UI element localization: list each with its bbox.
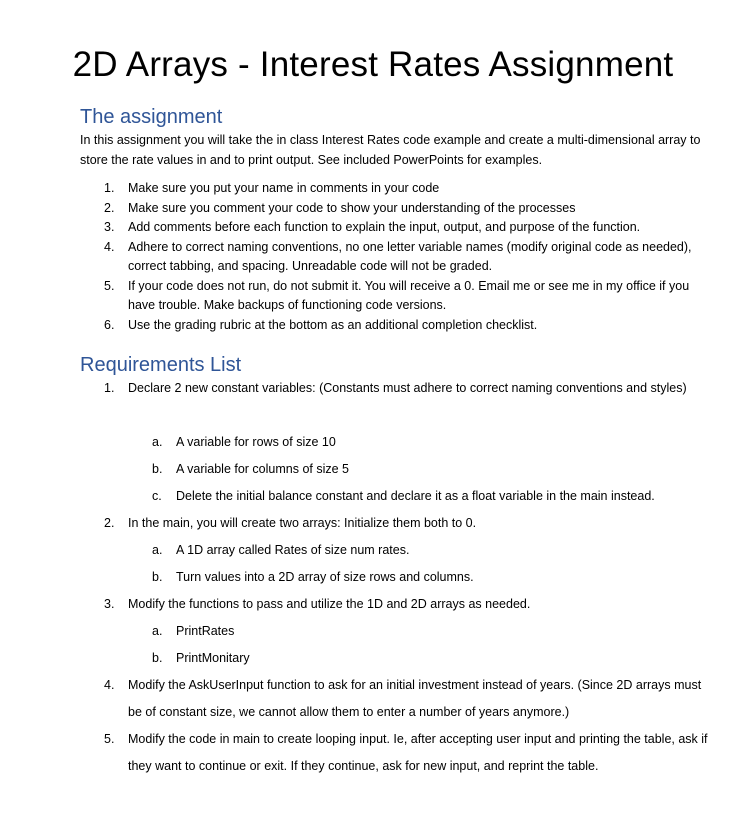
sub-letter: a. <box>152 435 163 449</box>
list-text: Adhere to correct naming conventions, no one letter variable names (modify original code as needed), correct tabbing, and spacing. Unreadable code will not be graded. <box>128 239 692 273</box>
list-number: 6. <box>104 317 115 332</box>
list-text: Modify the functions to pass and utilize the 1D and 2D arrays as needed. <box>128 597 531 611</box>
section-heading-requirements: Requirements List <box>80 354 242 376</box>
list-text: If your code does not run, do not submit it. You will receive a 0. Email me or see me in my office if you have trouble. Make backups of functioning code versions. <box>128 278 690 312</box>
sub-text: Turn values into a 2D array of size rows and columns. <box>176 570 474 584</box>
list-number: 2. <box>104 516 115 530</box>
list-text: Declare 2 new constant variables: (Constants must adhere to correct naming conventions and styles) <box>128 381 687 395</box>
sub-letter: a. <box>152 624 163 638</box>
intro-paragraph: In this assignment you will take the in class Interest Rates code example and create a multi-dimensional array to store the rate values in and to print output. See included PowerPoints for examples. <box>80 133 701 167</box>
list-number: 1. <box>104 381 115 395</box>
document-title: 2D Arrays - Interest Rates Assignment <box>72 45 674 84</box>
list-text: Add comments before each function to explain the input, output, and purpose of the function. <box>128 220 641 234</box>
list-number: 3. <box>104 597 115 611</box>
list-number: 2. <box>104 200 115 215</box>
sub-text: A variable for rows of size 10 <box>176 435 336 449</box>
sub-letter: b. <box>152 651 163 665</box>
list-text: Use the grading rubric at the bottom as an additional completion checklist. <box>128 317 538 332</box>
section-heading-assignment: The assignment <box>80 106 223 128</box>
list-number: 4. <box>104 239 115 254</box>
list-text: Modify the code in main to create looping input. Ie, after accepting user input and printing the table, ask if they want to continue or exit. If they continue, ask for new input, and reprint the table. <box>128 732 708 773</box>
list-text: In the main, you will create two arrays: Initialize them both to 0. <box>128 516 477 530</box>
list-text: Modify the AskUserInput function to ask for an initial investment instead of years. (Since 2D arrays must be of constant size, we cannot allow them to enter a number of years anymore.) <box>128 678 702 719</box>
sub-letter: b. <box>152 462 163 476</box>
sub-text: Delete the initial balance constant and declare it as a float variable in the main instead. <box>176 489 655 503</box>
sub-text: A variable for columns of size 5 <box>176 462 349 476</box>
list-number: 4. <box>104 678 115 692</box>
sub-letter: a. <box>152 543 163 557</box>
list-number: 5. <box>104 732 115 746</box>
list-number: 1. <box>104 181 115 195</box>
list-text: Make sure you comment your code to show your understanding of the processes <box>128 200 576 215</box>
list-text: Make sure you put your name in comments in your code <box>128 181 440 195</box>
sub-letter: b. <box>152 570 163 584</box>
sub-text: A 1D array called Rates of size num rates. <box>176 543 410 557</box>
sub-letter: c. <box>152 489 162 503</box>
sub-text: PrintMonitary <box>176 651 250 665</box>
list-number: 5. <box>104 278 115 293</box>
sub-text: PrintRates <box>176 624 235 638</box>
list-number: 3. <box>104 220 115 234</box>
